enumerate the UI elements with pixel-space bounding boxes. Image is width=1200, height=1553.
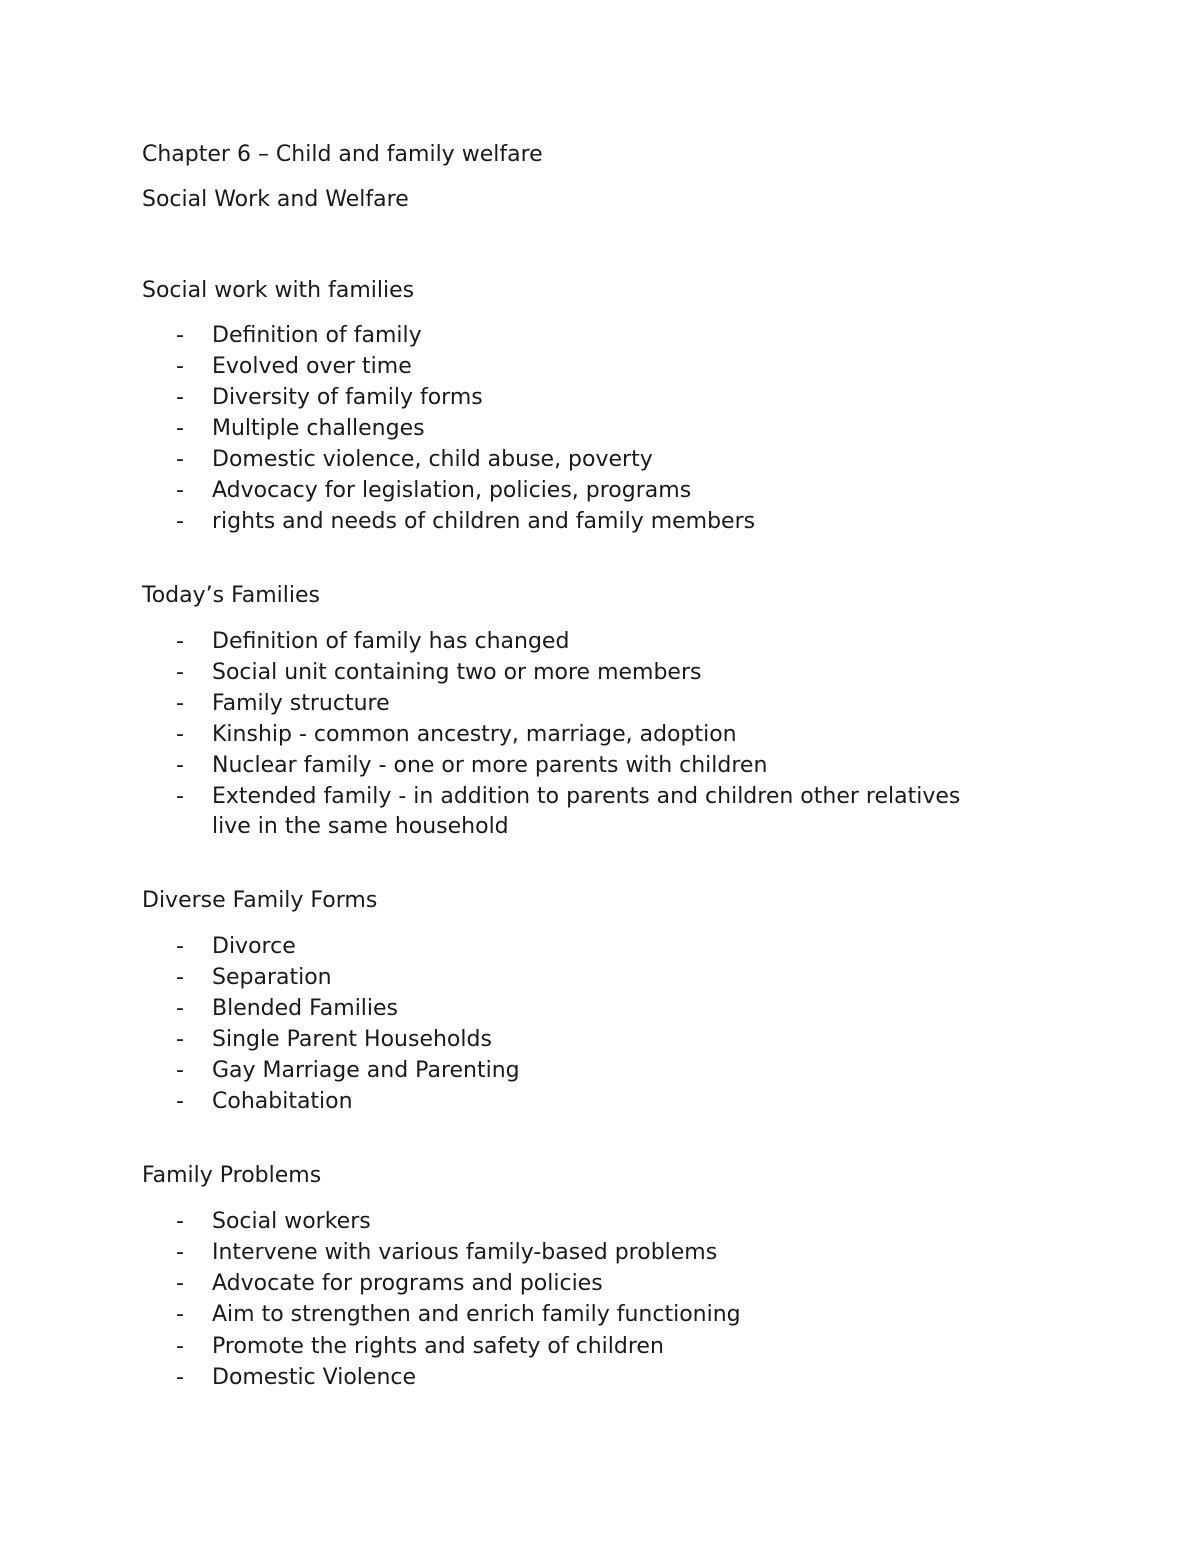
list-item-continuation: live in the same household — [212, 814, 509, 839]
page-subtitle: Social Work and Welfare — [142, 187, 409, 212]
bullet-dash: - — [176, 509, 184, 534]
list-item-text: Social unit containing two or more members — [212, 660, 702, 685]
bullet-dash: - — [176, 784, 184, 809]
list-item-text: Advocate for programs and policies — [212, 1271, 603, 1296]
bullet-dash: - — [176, 1302, 184, 1327]
section-heading: Family Problems — [142, 1163, 322, 1188]
bullet-dash: - — [176, 447, 184, 472]
list-item-text: Family structure — [212, 691, 390, 716]
list-item-text: Domestic violence, child abuse, poverty — [212, 447, 653, 472]
list-item-text: Evolved over time — [212, 354, 412, 379]
list-item-text: Gay Marriage and Parenting — [212, 1058, 520, 1083]
bullet-dash: - — [176, 385, 184, 410]
section-heading: Social work with families — [142, 278, 415, 303]
list-item-text: rights and needs of children and family members — [212, 509, 756, 534]
section-heading: Today’s Families — [142, 583, 320, 608]
list-item-text: Advocacy for legislation, policies, programs — [212, 478, 692, 503]
bullet-dash: - — [176, 722, 184, 747]
bullet-dash: - — [176, 996, 184, 1021]
list-item-text: Extended family - in addition to parents and children other relatives — [212, 784, 961, 809]
list-item-text: Definition of family has changed — [212, 629, 570, 654]
list-item-text: Definition of family — [212, 323, 422, 348]
bullet-dash: - — [176, 1027, 184, 1052]
bullet-dash: - — [176, 416, 184, 441]
bullet-dash: - — [176, 660, 184, 685]
list-item-text: Diversity of family forms — [212, 385, 483, 410]
bullet-dash: - — [176, 691, 184, 716]
list-item-text: Kinship - common ancestry, marriage, adoption — [212, 722, 737, 747]
list-item-text: Multiple challenges — [212, 416, 425, 441]
list-item-text: Separation — [212, 965, 332, 990]
list-item-text: Domestic Violence — [212, 1365, 417, 1390]
list-item-text: Social workers — [212, 1209, 371, 1234]
list-item-text: Nuclear family - one or more parents with children — [212, 753, 768, 778]
list-item-text: Promote the rights and safety of children — [212, 1334, 664, 1359]
bullet-dash: - — [176, 1365, 184, 1390]
bullet-dash: - — [176, 354, 184, 379]
bullet-dash: - — [176, 629, 184, 654]
bullet-dash: - — [176, 965, 184, 990]
bullet-dash: - — [176, 1209, 184, 1234]
page-title: Chapter 6 – Child and family welfare — [142, 142, 543, 167]
bullet-dash: - — [176, 1240, 184, 1265]
list-item-text: Single Parent Households — [212, 1027, 492, 1052]
bullet-dash: - — [176, 478, 184, 503]
bullet-dash: - — [176, 1334, 184, 1359]
bullet-dash: - — [176, 1089, 184, 1114]
bullet-dash: - — [176, 323, 184, 348]
bullet-dash: - — [176, 753, 184, 778]
bullet-dash: - — [176, 1271, 184, 1296]
list-item-text: Intervene with various family-based problems — [212, 1240, 718, 1265]
bullet-dash: - — [176, 1058, 184, 1083]
section-heading: Diverse Family Forms — [142, 888, 378, 913]
bullet-dash: - — [176, 934, 184, 959]
list-item-text: Aim to strengthen and enrich family functioning — [212, 1302, 741, 1327]
list-item-text: Divorce — [212, 934, 296, 959]
list-item-text: Cohabitation — [212, 1089, 353, 1114]
list-item-text: Blended Families — [212, 996, 399, 1021]
